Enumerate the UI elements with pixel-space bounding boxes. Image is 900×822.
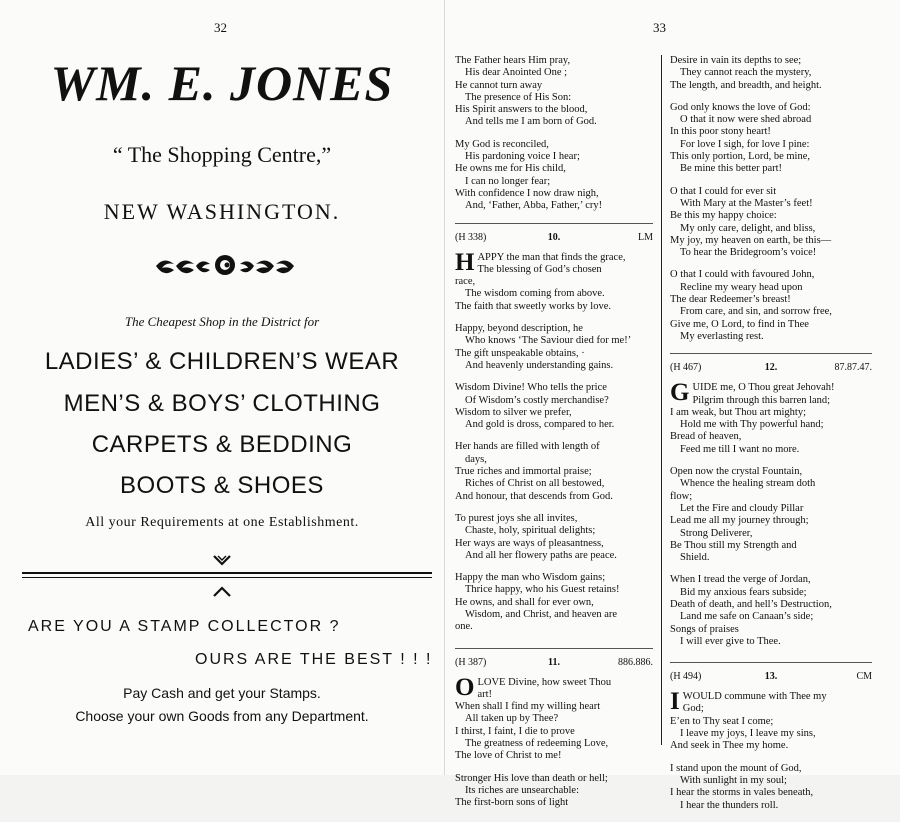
hymn-line: With sunlight in my soul;: [680, 774, 787, 786]
hymn-stanza: [455, 773, 653, 810]
ad-requirements: All your Requirements at one Establishment.: [85, 515, 359, 530]
hymn-line: Bid my anxious fears subside;: [680, 586, 807, 598]
hymn-stanza: [670, 102, 872, 176]
hymn-line: My only care, delight, and bliss,: [680, 222, 816, 234]
hymn-line: With Mary at the Master’s feet!: [680, 197, 813, 209]
hymn-line: Who knows ‘The Saviour died for me!’: [465, 335, 632, 347]
hymn-line: This only portion, Lord, be mine,: [670, 151, 810, 163]
hymn-line: From care, and sin, and sorrow free,: [680, 306, 832, 318]
page-number: 33: [653, 20, 666, 35]
hymn-line: Wisdom, and Christ, and heaven are: [465, 608, 618, 620]
hymn-ref: (H 387): [455, 656, 487, 668]
hymn-line: The wisdom coming from above.: [465, 288, 605, 300]
hymn-line: And all her flowery paths are peace.: [465, 549, 617, 561]
hymn-stanza: [670, 186, 872, 260]
drop-cap: H: [455, 248, 475, 276]
hymn-line: The greatness of redeeming Love,: [465, 738, 609, 750]
hymn-line: When shall I find my willing heart: [455, 701, 601, 713]
hymn-column-right: [670, 55, 872, 822]
hymn-line: WOULD commune with Thee my: [682, 691, 827, 703]
hymn-stanza: [670, 269, 872, 343]
hymn-column-left: [455, 55, 653, 820]
hymn-separator: [455, 648, 653, 649]
hymn-line: Feed me till I want no more.: [680, 443, 800, 455]
hymn-line: flow;: [670, 490, 693, 502]
hymn-meter: 87.87.47.: [834, 362, 872, 374]
hymn-header: [670, 671, 872, 685]
hymn-line: To hear the Bridegroom’s voice!: [680, 247, 817, 259]
hymn-line: UIDE me, O Thou great Jehovah!: [692, 382, 835, 394]
hymn-line: They cannot reach the mystery,: [680, 67, 812, 79]
page-number: 32: [214, 20, 227, 35]
hymn-line: Strong Deliverer,: [680, 527, 753, 539]
hymn-stanza: [455, 248, 653, 313]
hymn-line: True riches and immortal praise;: [455, 466, 592, 478]
hymn-stanza: [455, 513, 653, 562]
hymn-number: 10.: [547, 231, 561, 243]
hymn-line: art!: [477, 688, 493, 700]
hymn-9-continuation: [455, 55, 653, 213]
hymn-line: LOVE Divine, how sweet Thou: [477, 676, 612, 688]
chevron-down-icon: [212, 554, 232, 568]
hymn-line: Be this my happy choice:: [670, 210, 777, 222]
ad-stamp-question: ARE YOU A STAMP COLLECTOR ?: [28, 618, 341, 635]
hymn-stanza: [670, 688, 872, 752]
hymn-meter: CM: [856, 671, 872, 683]
hymn-line: APPY the man that finds the grace,: [477, 251, 626, 263]
hymn-line: The dear Redeemer’s breast!: [670, 294, 791, 306]
hymn-ref: (H 494): [670, 671, 702, 683]
hymn-line: Wisdom Divine! Who tells the price: [455, 382, 607, 394]
hymn-line: My everlasting rest.: [680, 330, 764, 342]
hymn-line: The length, and breadth, and height.: [670, 79, 822, 91]
hymn-line: Its riches are unsearchable:: [465, 784, 579, 796]
hymn-line: To purest joys she all invites,: [455, 512, 578, 524]
hymn-line: I leave my joys, I leave my sins,: [680, 728, 816, 740]
hymn-stanza: [455, 55, 653, 129]
hymn-line: Songs of praises: [670, 623, 739, 635]
ad-line-ladies: LADIES’ & CHILDREN’S WEAR: [44, 348, 400, 375]
right-page-hymns: [445, 0, 900, 811]
hymn-line: When I tread the verge of Jordan,: [670, 574, 811, 586]
divider-rule: [22, 572, 432, 574]
hymn-line: And honour, that descends from God.: [455, 490, 613, 502]
hymn-line: I am weak, but Thou art mighty;: [670, 406, 806, 418]
hymn-line: His Spirit answers to the blood,: [455, 104, 588, 116]
hymn-ref: (H 467): [670, 362, 702, 374]
hymn-line: Hold me with Thy powerful hand;: [680, 419, 824, 431]
hymn-separator: [670, 662, 872, 663]
hymn-line: He owns me for His child,: [455, 163, 566, 175]
hymn-line: Land me safe on Canaan’s side;: [680, 611, 814, 623]
column-divider: [661, 55, 662, 745]
ad-cheapest-line: The Cheapest Shop in the District for: [124, 314, 320, 329]
hymn-line: The blessing of God’s chosen: [477, 263, 602, 275]
drop-cap: I: [670, 688, 680, 716]
hymn-meter: 886.886.: [618, 656, 653, 668]
hymn-line: Give me, O Lord, to find in Thee: [670, 318, 809, 330]
chevron-up-icon: [212, 584, 232, 598]
hymn-line: one.: [455, 621, 473, 633]
hymn-line: Her hands are filled with length of: [455, 441, 600, 453]
hymn-line: He cannot turn away: [455, 79, 543, 91]
hymn-ref: (H 338): [455, 231, 487, 243]
hymn-line: My joy, my heaven on earth, be this—: [670, 234, 832, 246]
hymn-line: The first-born sons of light: [455, 797, 569, 809]
hymn-line: Her ways are ways of pleasantness,: [455, 537, 604, 549]
hymn-line: And gold is dross, compared to her.: [465, 419, 615, 431]
hymn-line: His pardoning voice I hear;: [465, 151, 580, 163]
hymn-line: I hear the thunders roll.: [680, 799, 779, 811]
drop-cap: G: [670, 379, 690, 407]
ad-line-boots: BOOTS & SHOES: [120, 472, 324, 499]
hymn-stanza: [455, 382, 653, 431]
hymn-line: Chaste, holy, spiritual delights;: [465, 525, 596, 537]
hymn-line: The faith that sweetly works by love.: [455, 300, 612, 312]
hymn-line: I stand upon the mount of God,: [670, 762, 802, 774]
hymn-stanza: [455, 572, 653, 633]
hymn-line: Let the Fire and cloudy Pillar: [680, 502, 804, 514]
hymn-line: In this poor stony heart!: [670, 126, 771, 138]
hymn-line: His dear Anointed One ;: [465, 67, 568, 79]
hymn-line: O that I could with favoured John,: [670, 269, 815, 281]
hymn-line: God;: [682, 703, 704, 715]
hymn-line: E’en to Thy seat I come;: [670, 715, 774, 727]
hymn-line: All taken up by Thee?: [465, 713, 559, 725]
hymn-10: [455, 232, 653, 634]
hymn-stanza: [455, 139, 653, 213]
hymn-line: Thrice happy, who his Guest retains!: [465, 584, 620, 596]
ad-town: NEW WASHINGTON.: [103, 199, 341, 224]
hymn-line: Be mine this better part!: [680, 163, 783, 175]
ad-title: WM. E. JONES: [50, 55, 394, 111]
hymn-line: I will ever give to Thee.: [680, 635, 781, 647]
hymn-line: Of Wisdom’s costly merchandise?: [465, 394, 609, 406]
hymn-11-continuation: [670, 55, 872, 343]
hymn-line: Happy, beyond description, he: [455, 323, 583, 335]
hymn-line: I can no longer fear;: [465, 175, 551, 187]
hymn-line: I hear the storms in vales beneath,: [670, 787, 814, 799]
hymn-stanza: [670, 763, 872, 812]
ad-line-carpets: CARPETS & BEDDING: [91, 431, 353, 458]
drop-cap: O: [455, 673, 475, 701]
hymn-number: 13.: [764, 671, 778, 683]
hymn-line: My God is reconciled,: [455, 138, 549, 150]
hymn-header: [455, 232, 653, 246]
divider-rule-thin: [22, 577, 432, 578]
hymn-stanza: [670, 574, 872, 648]
hymn-line: With confidence I now draw nigh,: [455, 187, 599, 199]
hymn-line: Happy the man who Wisdom gains;: [455, 572, 606, 584]
hymn-number: 12.: [764, 362, 778, 374]
scroll-ornament-icon: [152, 253, 298, 279]
ad-choose-line: Choose your own Goods from any Department.: [75, 708, 369, 724]
hymn-line: Pilgrim through this barren land;: [692, 394, 831, 406]
hymn-line: The Father hears Him pray,: [455, 55, 571, 66]
hymn-line: O that I could for ever sit: [670, 185, 777, 197]
hymn-line: And heavenly understanding gains.: [465, 359, 614, 371]
hymn-line: Lead me all my journey through;: [670, 515, 809, 527]
left-page-advertisement: [0, 0, 445, 775]
hymn-line: God only knows the love of God:: [670, 101, 811, 113]
ad-pay-line: Pay Cash and get your Stamps.: [123, 685, 321, 701]
hymn-stanza: [455, 323, 653, 372]
hymn-line: Riches of Christ on all bestowed,: [465, 478, 605, 490]
hymn-line: Whence the healing stream doth: [680, 478, 816, 490]
hymn-stanza: [455, 441, 653, 502]
hymn-line: Wisdom to silver we prefer,: [455, 406, 572, 418]
hymn-header: [670, 362, 872, 376]
hymn-line: Recline my weary head upon: [680, 281, 803, 293]
hymn-number: 11.: [548, 656, 560, 668]
ad-stamp-best: OURS ARE THE BEST ! ! !: [195, 651, 433, 668]
hymn-line: race,: [455, 276, 476, 288]
hymn-line: I thirst, I faint, I die to prove: [455, 725, 575, 737]
hymn-12: [670, 362, 872, 648]
hymn-11: [455, 657, 653, 810]
hymn-header: [455, 657, 653, 671]
hymn-separator: [670, 353, 872, 354]
hymn-line: The love of Christ to me!: [455, 750, 562, 762]
hymn-13: [670, 671, 872, 812]
hymn-separator: [455, 223, 653, 224]
hymn-line: O that it now were shed abroad: [680, 114, 812, 126]
hymn-meter: LM: [638, 231, 653, 243]
hymn-line: The presence of His Son:: [465, 91, 572, 103]
hymn-stanza: [670, 55, 872, 92]
hymn-line: He owns, and shall for ever own,: [455, 596, 594, 608]
hymn-line: Shield.: [680, 552, 710, 564]
hymn-line: And tells me I am born of God.: [465, 116, 597, 128]
hymn-stanza: [670, 379, 872, 456]
hymn-line: And, ‘Father, Abba, Father,’ cry!: [465, 200, 603, 212]
hymn-stanza: [670, 466, 872, 564]
hymn-line: Desire in vain its depths to see;: [670, 55, 802, 66]
hymn-line: And seek in Thee my home.: [670, 740, 789, 752]
hymn-line: Death of death, and hell’s Destruction,: [670, 598, 832, 610]
hymn-line: days,: [465, 453, 487, 465]
ad-line-men: MEN’S & BOYS’ CLOTHING: [63, 390, 381, 417]
ad-tagline: “ The Shopping Centre,”: [112, 142, 332, 167]
hymn-line: Open now the crystal Fountain,: [670, 466, 803, 478]
hymn-line: Bread of heaven,: [670, 431, 742, 443]
hymn-line: The gift unspeakable obtains, ·: [455, 347, 585, 359]
hymn-line: Be Thou still my Strength and: [670, 539, 797, 551]
hymn-line: Stronger His love than death or hell;: [455, 772, 608, 784]
hymn-line: For love I sigh, for love I pine:: [680, 138, 810, 150]
hymn-stanza: [455, 673, 653, 763]
